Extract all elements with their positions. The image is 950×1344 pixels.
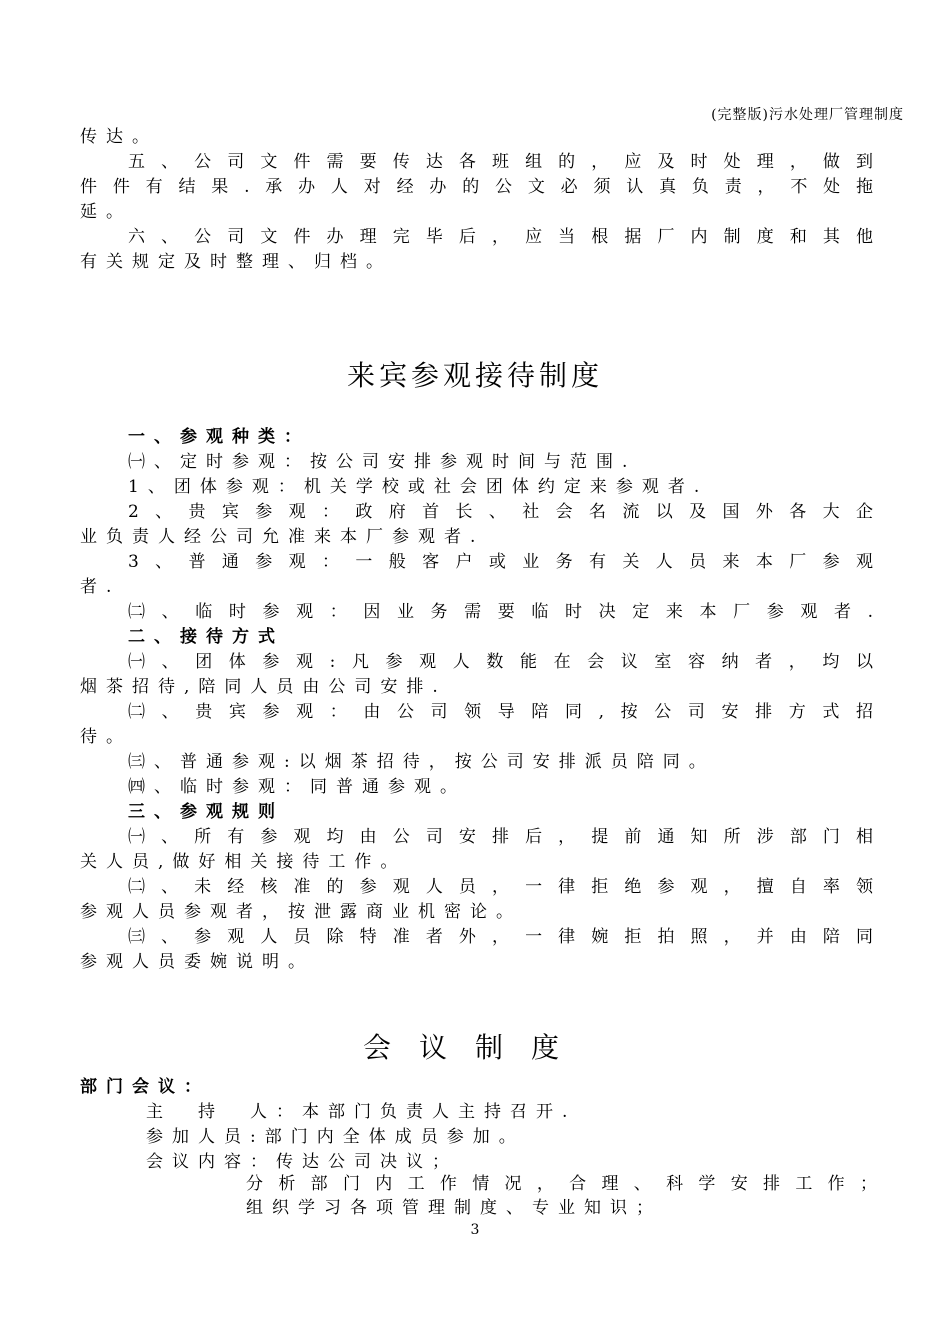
paragraph-line: 件件有结果.承办人对经办的公文必须认真负责，不处拖 xyxy=(80,177,882,197)
paragraph-line: ㈠、团体参观:凡参观人数能在会议室容纳者，均以 xyxy=(128,652,882,672)
paragraph-line: 主 持 人：本部门负责人主持召开. xyxy=(146,1102,577,1122)
paragraph-line: 烟茶招待,陪同人员由公司安排. xyxy=(80,677,447,697)
paragraph-line: 参观人员参观者，按泄露商业机密论。 xyxy=(80,902,522,922)
paragraph-line: 参加人员:部门内全体成员参加。 xyxy=(146,1127,525,1147)
paragraph-line: 分析部门内工作情况，合理、科学安排工作； xyxy=(246,1174,886,1194)
page-number: 3 xyxy=(470,1222,480,1238)
paragraph-line: 有关规定及时整理、归档。 xyxy=(80,252,392,272)
paragraph-line: 2、贵宾参观：政府首长、社会名流以及国外各大企 xyxy=(128,502,882,522)
paragraph-line: 组织学习各项管理制度、专业知识； xyxy=(246,1198,662,1218)
paragraph-line: ㈠、定时参观：按公司安排参观时间与范围. xyxy=(128,452,637,472)
paragraph-line: ㈣、临时参观：同普通参观。 xyxy=(128,777,466,797)
page-header: (完整版)污水处理厂管理制度 xyxy=(711,107,904,123)
heading-line: 二、接待方式 xyxy=(128,627,284,647)
paragraph-line: ㈢、普通参观:以烟茶招待，按公司安排派员陪同。 xyxy=(128,752,715,772)
section-title-visitor-reception: 来宾参观接待制度 xyxy=(346,359,603,392)
paragraph-line: ㈢、参观人员除特准者外，一律婉拒拍照，并由陪同 xyxy=(128,927,882,947)
section-title-meeting: 会议制度 xyxy=(362,1031,587,1064)
heading-line: 一、参观种类： xyxy=(128,427,310,447)
heading-line: 部门会议： xyxy=(80,1077,210,1097)
paragraph-line: 3、普通参观：一般客户或业务有关人员来本厂参观 xyxy=(128,552,882,572)
paragraph-line: 延。 xyxy=(80,202,132,222)
paragraph-line: ㈡、未经核准的参观人员，一律拒绝参观，擅自率领 xyxy=(128,877,882,897)
paragraph-line: 1、团体参观：机关学校或社会团体约定来参观者. xyxy=(128,477,709,497)
paragraph-line: 传达。 xyxy=(80,127,158,147)
heading-line: 三、参观规则 xyxy=(128,802,284,822)
paragraph-line: 六、公司文件办理完毕后，应当根据厂内制度和其他 xyxy=(128,227,882,247)
paragraph-line: 会议内容：传达公司决议； xyxy=(146,1152,458,1172)
paragraph-line: ㈠、所有参观均由公司安排后，提前通知所涉部门相 xyxy=(128,827,882,847)
paragraph-line: 五、公司文件需要传达各班组的，应及时处理，做到 xyxy=(128,152,882,172)
paragraph-line: ㈡、贵宾参观：由公司领导陪同,按公司安排方式招 xyxy=(128,702,882,722)
paragraph-line: ㈡、临时参观：因业务需要临时决定来本厂参观者. xyxy=(128,602,882,622)
paragraph-line: 关人员,做好相关接待工作。 xyxy=(80,852,407,872)
paragraph-line: 待。 xyxy=(80,727,132,747)
paragraph-line: 者. xyxy=(80,577,121,597)
paragraph-line: 业负责人经公司允准来本厂参观者. xyxy=(80,527,485,547)
paragraph-line: 参观人员委婉说明。 xyxy=(80,952,314,972)
